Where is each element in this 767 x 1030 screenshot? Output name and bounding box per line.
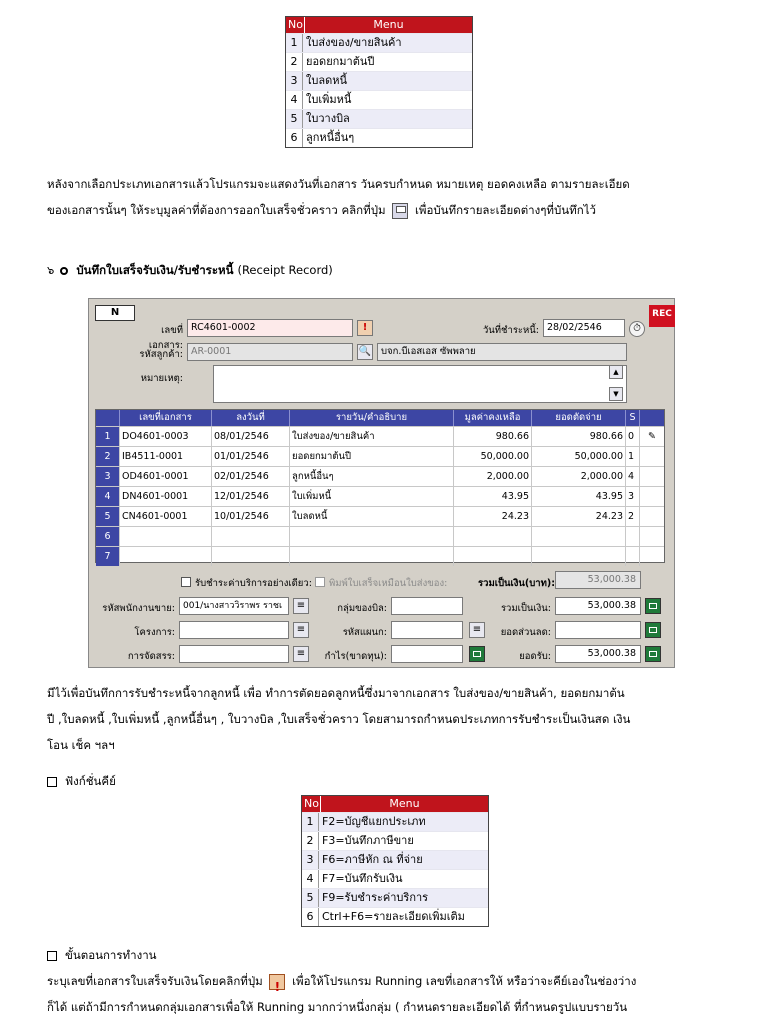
checkbox-bullet-icon bbox=[47, 777, 57, 787]
grid-cell-doc[interactable] bbox=[120, 547, 212, 566]
doc-no-input[interactable]: RC4601-0002 bbox=[187, 319, 353, 337]
project-input[interactable] bbox=[179, 621, 289, 639]
menu-table-function-keys bbox=[301, 795, 489, 927]
grid-cell-doc[interactable]: DN4601-0001 bbox=[120, 487, 212, 506]
grid-row-index: 6 bbox=[96, 527, 120, 546]
menu-header-no: No bbox=[286, 17, 305, 33]
table-row[interactable] bbox=[96, 526, 664, 546]
grid-cell-date[interactable] bbox=[212, 547, 290, 566]
grid-cell-s[interactable]: 3 bbox=[626, 487, 640, 506]
para3-line2: ก็ได้ แต่ถ้ามีการกำหนดกลุ่มเอกสารเพื่อให้ Running มากกว่าหนึ่งกลุ่ม ( กำหนดรายละเอียดได้ ที่กำหนดรูปแบบรายวัน bbox=[47, 1000, 628, 1014]
grid-cell-desc[interactable]: ใบส่งของ/ขายสินค้า bbox=[290, 427, 454, 446]
running-number-icon bbox=[269, 974, 285, 990]
menu-header-menu: Menu bbox=[373, 18, 404, 31]
grid-cell-payment[interactable] bbox=[532, 527, 626, 546]
received-input[interactable]: 53,000.38 bbox=[555, 645, 641, 663]
menu-item-no: 4 bbox=[302, 870, 319, 888]
grid-cell-payment[interactable]: 2,000.00 bbox=[532, 467, 626, 486]
table-row[interactable] bbox=[96, 466, 664, 486]
grid-cell-payment[interactable]: 43.95 bbox=[532, 487, 626, 506]
dept-input[interactable] bbox=[391, 621, 463, 639]
grid-header-desc: รายวัน/คำอธิบาย bbox=[290, 410, 454, 426]
grid-row-index: 5 bbox=[96, 507, 120, 526]
calendar-icon[interactable]: ⏱ bbox=[629, 321, 645, 337]
customer-code-input[interactable]: AR-0001 bbox=[187, 343, 353, 361]
bullet-workflow bbox=[47, 942, 157, 968]
para1-line2b: เพื่อบันทึกรายละเอียดต่างๆที่บันทึกไว้ bbox=[414, 203, 596, 217]
menu-item[interactable] bbox=[286, 90, 472, 109]
menu-item[interactable] bbox=[302, 812, 488, 831]
menu-item-label: F9=รับชำระค่าบริการ bbox=[322, 891, 429, 904]
para2-line2: ปี ,ใบลดหนี้ ,ใบเพิ่มหนี้ ,ลูกหนี้อื่นๆ , ใบวางบิล ,ใบเสร็จชั่วคราว โดยสามารถกำหนดประเภทการรับชำระเป็นเงินสด เงิน bbox=[47, 712, 631, 726]
grid-header-payment: ยอดตัดจ่าย bbox=[532, 410, 626, 426]
menu-item-label: F7=บันทึกรับเงิน bbox=[322, 872, 403, 885]
menu-table-doc-types bbox=[285, 16, 473, 148]
grid-cell-payment[interactable] bbox=[532, 547, 626, 566]
grid-cell-action bbox=[640, 507, 664, 526]
total-calculator-icon[interactable] bbox=[645, 598, 661, 614]
profit-input[interactable] bbox=[391, 645, 463, 663]
bill-group-input[interactable] bbox=[391, 597, 463, 615]
receipt-record-form bbox=[88, 298, 675, 668]
paragraph-workflow bbox=[47, 968, 747, 1020]
menu-item-label: Ctrl+F6=รายละเอียดเพิ่มเติม bbox=[322, 910, 465, 923]
menu-item-no: 5 bbox=[286, 110, 303, 128]
grid-cell-desc[interactable]: ยอดยกมาต้นปี bbox=[290, 447, 454, 466]
grid-cell-date[interactable]: 12/01/2546 bbox=[212, 487, 290, 506]
dept-label: รหัสแผนก: bbox=[342, 627, 387, 638]
grid-header-s: S bbox=[626, 410, 640, 426]
menu-item[interactable] bbox=[302, 831, 488, 850]
grid-cell-action bbox=[640, 467, 664, 486]
menu-item-no: 3 bbox=[286, 72, 303, 90]
grid-cell-date[interactable] bbox=[212, 527, 290, 546]
menu-item-label: F2=บัญชีแยกประเภท bbox=[322, 815, 426, 828]
menu-item-label: ใบส่งของ/ขายสินค้า bbox=[306, 36, 402, 49]
menu-item[interactable] bbox=[286, 109, 472, 128]
circle-bullet-icon bbox=[60, 267, 68, 275]
doc-no-label: เลขที่เอกสาร: bbox=[148, 325, 183, 351]
profit-label: กำไร(ขาดทุน): bbox=[324, 651, 387, 662]
section-title: บันทึกใบเสร็จรับเงิน/รับชำระหนี้ bbox=[76, 263, 234, 277]
menu-item-label: ลูกหนี้อื่นๆ bbox=[306, 131, 355, 144]
grid-cell-balance[interactable]: 50,000.00 bbox=[454, 447, 532, 466]
save-icon bbox=[392, 203, 408, 219]
grid-cell-action bbox=[640, 547, 664, 566]
menu2-header-no: No bbox=[302, 796, 321, 812]
grid-cell-s[interactable] bbox=[626, 547, 640, 566]
grid-cell-s[interactable]: 4 bbox=[626, 467, 640, 486]
grid-cell-balance[interactable]: 43.95 bbox=[454, 487, 532, 506]
grid-cell-balance[interactable]: 2,000.00 bbox=[454, 467, 532, 486]
salesman-lookup-icon[interactable]: ≡ bbox=[293, 598, 309, 614]
grid-cell-date[interactable]: 08/01/2546 bbox=[212, 427, 290, 446]
menu-item[interactable] bbox=[302, 888, 488, 907]
menu-item-no: 6 bbox=[302, 908, 319, 926]
menu-item-label: ใบวางบิล bbox=[306, 112, 350, 125]
grid-cell-s[interactable]: 1 bbox=[626, 447, 640, 466]
grid-cell-payment[interactable]: 24.23 bbox=[532, 507, 626, 526]
paragraph-doc-details bbox=[47, 171, 737, 223]
allocation-input[interactable] bbox=[179, 645, 289, 663]
grid-cell-s[interactable]: 0 bbox=[626, 427, 640, 446]
grid-cell-action bbox=[640, 447, 664, 466]
para3-line1b: เพื่อให้โปรแกรม Running เลขที่เอกสารให้ หรือว่าจะคีย์เองในช่องว่าง bbox=[292, 974, 637, 988]
grid-cell-doc[interactable]: DO4601-0003 bbox=[120, 427, 212, 446]
grid-cell-action bbox=[640, 487, 664, 506]
paragraph-receipt-purpose bbox=[47, 680, 737, 758]
grid-cell-doc[interactable]: CN4601-0001 bbox=[120, 507, 212, 526]
grid-cell-action bbox=[640, 527, 664, 546]
remark-textarea[interactable] bbox=[213, 365, 627, 403]
grid-cell-desc[interactable] bbox=[290, 547, 454, 566]
grid-cell-date[interactable]: 02/01/2546 bbox=[212, 467, 290, 486]
table-row[interactable] bbox=[96, 546, 664, 566]
running-number-button[interactable]: ! bbox=[357, 320, 373, 336]
remark-label: หมายเหตุ: bbox=[140, 373, 183, 384]
allocation-label: การจัดสรร: bbox=[127, 651, 175, 662]
grid-cell-balance[interactable]: 24.23 bbox=[454, 507, 532, 526]
grid-cell-balance[interactable] bbox=[454, 527, 532, 546]
bill-group-label: กลุ่มของบิล: bbox=[337, 603, 387, 614]
menu-item-no: 1 bbox=[286, 34, 303, 52]
menu-item[interactable] bbox=[302, 869, 488, 888]
para2-line3: โอน เช็ค ฯลฯ bbox=[47, 738, 115, 752]
section-number: ๖ bbox=[47, 263, 55, 277]
print-like-delivery-label: พิมพ์ใบเสร็จเหมือนใบส่งของ: bbox=[329, 578, 448, 589]
menu-item-no: 1 bbox=[302, 813, 319, 831]
bullet2-text: ขั้นตอนการทำงาน bbox=[65, 948, 157, 962]
table-row[interactable] bbox=[96, 486, 664, 506]
grid-cell-balance[interactable]: 980.66 bbox=[454, 427, 532, 446]
menu-item-no: 2 bbox=[302, 832, 319, 850]
search-customer-icon[interactable]: 🔍 bbox=[357, 344, 373, 360]
received-label: ยอดรับ: bbox=[519, 651, 551, 662]
menu-item[interactable] bbox=[302, 907, 488, 926]
menu-item-label: ใบเพิ่มหนี้ bbox=[306, 93, 352, 106]
grid-row-index: 1 bbox=[96, 427, 120, 446]
grid-header-row bbox=[96, 410, 664, 426]
menu-item-label: ยอดยกมาต้นปี bbox=[306, 55, 375, 68]
section-subtitle: (Receipt Record) bbox=[237, 263, 333, 277]
menu-item-label: F3=บันทึกภาษีขาย bbox=[322, 834, 414, 847]
pay-date-input[interactable]: 28/02/2546 bbox=[543, 319, 625, 337]
grid-row-index: 4 bbox=[96, 487, 120, 506]
project-lookup-icon[interactable]: ≡ bbox=[293, 622, 309, 638]
mode-indicator: N bbox=[95, 305, 135, 321]
menu-item[interactable] bbox=[286, 128, 472, 147]
grid-header-balance: มูลค่าคงเหลือ bbox=[454, 410, 532, 426]
print-like-delivery-checkbox[interactable] bbox=[315, 577, 325, 587]
grid-row-index: 2 bbox=[96, 447, 120, 466]
para2-line1: มีไว้เพื่อบันทึกการรับชำระหนี้จากลูกหนี้ เพื่อ ทำการตัดยอดลูกหนี้ซึ่งมาจากเอกสาร ใบส่งของ/ขายสินค้า, ยอดยกมาต้น bbox=[47, 686, 625, 700]
para3-line1a: ระบุเลขที่เอกสารใบเสร็จรับเงินโดยคลิกที่ปุ่ม bbox=[47, 974, 263, 988]
bullet1-text: ฟังก์ชั่นคีย์ bbox=[65, 774, 116, 788]
attachment-icon[interactable]: ✎ bbox=[648, 431, 656, 442]
bullet-function-keys bbox=[47, 768, 116, 794]
menu-item-label: ใบลดหนี้ bbox=[306, 74, 348, 87]
menu-item[interactable] bbox=[286, 33, 472, 52]
menu-item[interactable] bbox=[302, 850, 488, 869]
grid-header-action bbox=[640, 410, 664, 426]
rec-badge: REC bbox=[649, 305, 675, 327]
total-baht-display: 53,000.38 bbox=[555, 571, 641, 589]
customer-label: รหัสลูกค้า: bbox=[139, 349, 183, 360]
service-only-label: รับชำระค่าบริการอย่างเดียว: bbox=[195, 578, 312, 589]
grid-cell-doc[interactable] bbox=[120, 527, 212, 546]
grid-header-doc: เลขที่เอกสาร bbox=[120, 410, 212, 426]
grid-row-index: 7 bbox=[96, 547, 120, 566]
grid-cell-date[interactable]: 01/01/2546 bbox=[212, 447, 290, 466]
menu2-header bbox=[302, 796, 488, 812]
menu-item[interactable] bbox=[286, 52, 472, 71]
para1-line1: หลังจากเลือกประเภทเอกสารแล้วโปรแกรมจะแสดงวันที่เอกสาร วันครบกำหนด หมายเหตุ ยอดคงเหลือ ตามรายละเอียด bbox=[47, 177, 630, 191]
project-label: โครงการ: bbox=[134, 627, 175, 638]
menu-item-no: 6 bbox=[286, 129, 303, 147]
grid-cell-payment[interactable]: 980.66 bbox=[532, 427, 626, 446]
grid-cell-s[interactable] bbox=[626, 527, 640, 546]
grid-cell-balance[interactable] bbox=[454, 547, 532, 566]
total-label: รวมเป็นเงิน: bbox=[500, 603, 551, 614]
grid-cell-desc[interactable]: ใบลดหนี้ bbox=[290, 507, 454, 526]
table-row[interactable] bbox=[96, 506, 664, 526]
total-baht-label: รวมเป็นเงิน(บาท): bbox=[478, 578, 555, 589]
discount-calculator-icon[interactable] bbox=[645, 622, 661, 638]
dept-lookup-icon[interactable]: ≡ bbox=[469, 622, 485, 638]
scroll-down-icon[interactable]: ▼ bbox=[609, 387, 623, 401]
grid-cell-doc[interactable]: OD4601-0001 bbox=[120, 467, 212, 486]
grid-cell-s[interactable]: 2 bbox=[626, 507, 640, 526]
grid-cell-desc[interactable]: ลูกหนี้อื่นๆ bbox=[290, 467, 454, 486]
checkbox-bullet-icon bbox=[47, 951, 57, 961]
grid-cell-doc[interactable]: IB4511-0001 bbox=[120, 447, 212, 466]
grid-header-date: ลงวันที่ bbox=[212, 410, 290, 426]
grid-cell-desc[interactable]: ใบเพิ่มหนี้ bbox=[290, 487, 454, 506]
discount-input[interactable] bbox=[555, 621, 641, 639]
menu-item-no: 5 bbox=[302, 889, 319, 907]
salesman-label: รหัสพนักงานขาย: bbox=[102, 603, 175, 614]
menu-item-no: 4 bbox=[286, 91, 303, 109]
section-heading bbox=[47, 262, 333, 280]
menu-item-no: 3 bbox=[302, 851, 319, 869]
grid-row-index: 3 bbox=[96, 467, 120, 486]
received-calculator-icon[interactable] bbox=[645, 646, 661, 662]
menu2-header-menu: Menu bbox=[389, 797, 420, 810]
menu-item-no: 2 bbox=[286, 53, 303, 71]
table-row[interactable] bbox=[96, 446, 664, 466]
table-row[interactable] bbox=[96, 426, 664, 446]
discount-label: ยอดส่วนลด: bbox=[500, 627, 551, 638]
allocation-lookup-icon[interactable]: ≡ bbox=[293, 646, 309, 662]
menu-item-label: F6=ภาษีหัก ณ ที่จ่าย bbox=[322, 853, 423, 866]
grid-cell-payment[interactable]: 50,000.00 bbox=[532, 447, 626, 466]
para1-line2a: ของเอกสารนั้นๆ ให้ระบุมูลค่าที่ต้องการออกใบเสร็จชั่วคราว คลิกที่ปุ่ม bbox=[47, 203, 386, 217]
scroll-up-icon[interactable]: ▲ bbox=[609, 365, 623, 379]
service-only-checkbox[interactable] bbox=[181, 577, 191, 587]
menu-header bbox=[286, 17, 472, 33]
pay-date-label: วันที่ชำระหนี้: bbox=[482, 325, 539, 336]
grid-header-index bbox=[96, 410, 120, 426]
grid-cell-desc[interactable] bbox=[290, 527, 454, 546]
grid-cell-date[interactable]: 10/01/2546 bbox=[212, 507, 290, 526]
salesman-input[interactable]: 001/นางสาววิราพร ราชเ bbox=[179, 597, 289, 615]
customer-name-display: บจก.บีเอสเอส ซัพพลาย bbox=[377, 343, 627, 361]
document-grid bbox=[95, 409, 665, 563]
menu-item[interactable] bbox=[286, 71, 472, 90]
total-input[interactable]: 53,000.38 bbox=[555, 597, 641, 615]
